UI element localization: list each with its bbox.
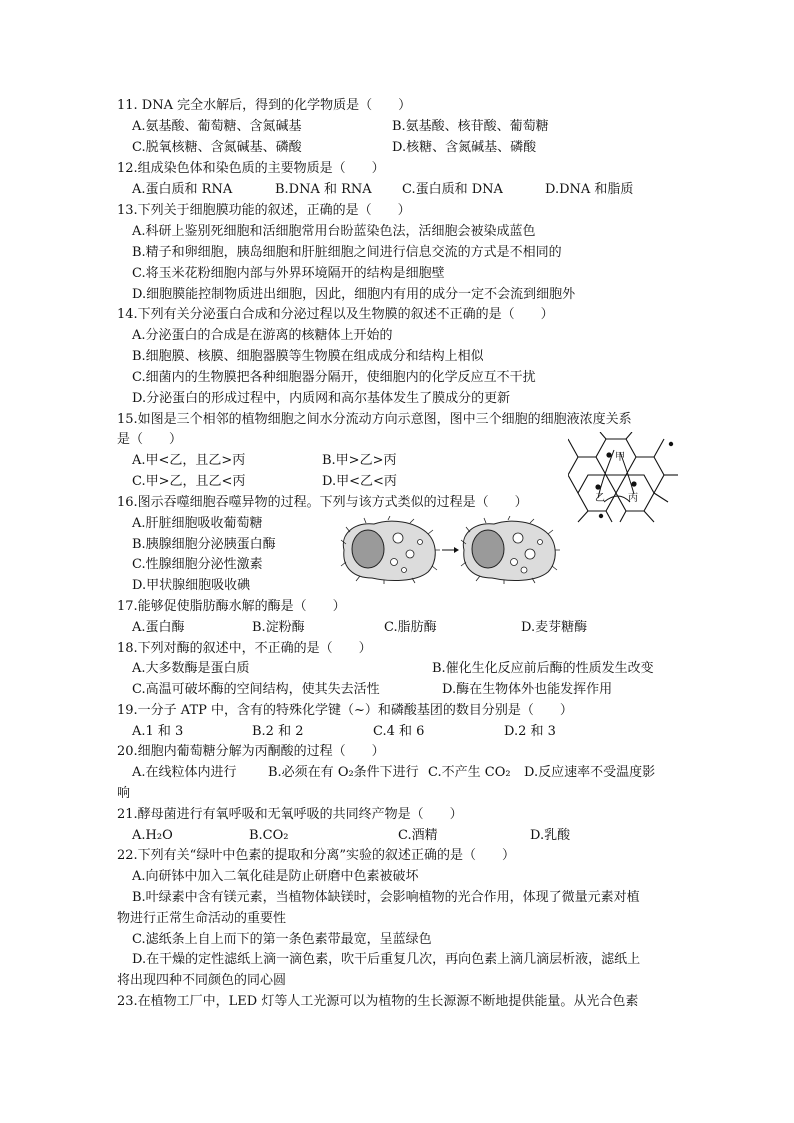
option-d[interactable]: D.细胞膜能控制物质进出细胞，因此，细胞内有用的成分一定不会流到细胞外 [132,287,576,302]
option-d[interactable]: D.酶在生物体外也能发挥作用 [442,682,613,697]
question-14-stem: 14.下列有关分泌蛋白合成和分泌过程以及生物膜的叙述不正确的是（ ） [117,307,554,322]
option-c[interactable]: C.酒精 [398,828,438,843]
question-18-stem: 18.下列对酶的叙述中，不正确的是（ ） [117,641,372,656]
option-c[interactable]: C.细菌内的生物膜把各种细胞器分隔开，使细胞内的化学反应互不干扰 [132,370,536,385]
option-b[interactable]: B.淀粉酶 [252,620,305,635]
option-d[interactable]: D.反应速率不受温度影 [524,765,656,780]
option-b[interactable]: B.叶绿素中含有镁元素，当植物体缺镁时，会影响植物的光合作用，体现了微量元素对植 [132,890,640,905]
option-c[interactable]: C.高温可破坏酶的空间结构，使其失去活性 [132,682,380,697]
option-c[interactable]: C.4 和 6 [373,724,425,739]
option-b[interactable]: B.氨基酸、核苷酸、葡萄糖 [392,119,549,134]
option-a[interactable]: A.肝脏细胞吸收葡萄糖 [132,516,263,531]
option-b[interactable]: B.必须在有 O₂条件下进行 [268,765,419,780]
option-a[interactable]: A.向研钵中加入二氧化硅是防止研磨中色素被破坏 [132,869,419,884]
option-c[interactable]: C.脂肪酶 [384,620,437,635]
option-d[interactable]: D.甲状腺细胞吸收碘 [132,578,251,593]
option-b[interactable]: B.胰腺细胞分泌胰蛋白酶 [132,537,276,552]
option-d[interactable]: D.分泌蛋白的形成过程中，内质网和高尔基体发生了膜成分的更新 [132,391,511,406]
cell-before [341,516,440,584]
option-c[interactable]: C.甲>乙，且乙<丙 [132,474,246,489]
cell-label-jia: 甲 [615,452,625,463]
question-15-stem: 15.如图是三个相邻的植物细胞之间水分流动方向示意图，图中三个细胞的细胞液浓度关系 [117,412,632,427]
cell-label-bing: 丙 [628,493,638,504]
question-21-stem: 21.酵母菌进行有氧呼吸和无氧呼吸的共同终产物是（ ） [117,807,463,822]
option-a[interactable]: A.分泌蛋白的合成是在游离的核糖体上开始的 [132,328,393,343]
question-20-option-d-cont: 响 [117,786,131,801]
option-b[interactable]: B.精子和卵细胞，胰岛细胞和肝脏细胞之间进行信息交流的方式是不相同的 [132,245,562,260]
option-a[interactable]: A.甲<乙，且乙>丙 [132,453,246,468]
question-12-stem: 12.组成染色体和染色质的主要物质是（ ） [117,161,385,176]
question-17-stem: 17.能够促使脂肪酶水解的酶是（ ） [117,599,346,614]
question-20-stem: 20.细胞内葡萄糖分解为丙酮酸的过程（ ） [117,744,385,759]
cell-after [461,516,560,584]
option-c[interactable]: C.脱氧核糖、含氮碱基、磷酸 [132,140,302,155]
option-b[interactable]: B.2 和 2 [252,724,304,739]
option-d[interactable]: D.乳酸 [530,828,571,843]
option-d[interactable]: D.DNA 和脂质 [545,182,634,197]
option-d[interactable]: D.在干燥的定性滤纸上滴一滴色素，吹干后重复几次，再向色素上滴几滴层析液，滤纸上 [132,952,641,967]
question-11-stem: 11. DNA 完全水解后，得到的化学物质是（ ） [117,98,412,113]
option-c[interactable]: C.不产生 CO₂ [428,765,511,780]
question-16-stem: 16.图示吞噬细胞吞噬异物的过程。下列与该方式类似的过程是（ ） [117,495,528,510]
question-23-stem: 23.在植物工厂中，LED 灯等人工光源可以为植物的生长源源不断地提供能量。从光合色素 [117,994,639,1009]
option-d-cont: 将出现四种不同颜色的同心圆 [117,973,287,988]
option-b[interactable]: B.甲>乙>丙 [322,453,397,468]
option-b[interactable]: B.细胞膜、核膜、细胞器膜等生物膜在组成成分和结构上相似 [132,349,484,364]
option-b[interactable]: B.DNA 和 RNA [275,182,372,197]
option-a[interactable]: A.蛋白酶 [132,620,185,635]
question-13-stem: 13.下列关于细胞膜功能的叙述，正确的是（ ） [117,203,411,218]
option-a[interactable]: A.大多数酶是蛋白质 [132,661,250,676]
question-15-stem-cont: 是（ ） [117,432,183,447]
option-a[interactable]: A.1 和 3 [132,724,184,739]
option-a[interactable]: A.氨基酸、葡萄糖、含氮碱基 [132,119,302,134]
option-d[interactable]: D.2 和 3 [504,724,556,739]
option-b[interactable]: B.CO₂ [249,828,289,843]
option-d[interactable]: D.麦芽糖酶 [521,620,588,635]
option-d[interactable]: D.甲<乙<丙 [322,474,397,489]
option-a[interactable]: A.科研上鉴别死细胞和活细胞常用台盼蓝染色法，活细胞会被染成蓝色 [132,224,536,239]
option-a[interactable]: A.H₂O [132,828,173,843]
option-d[interactable]: D.核糖、含氮碱基、磷酸 [392,140,537,155]
option-c[interactable]: C.性腺细胞分泌性激素 [132,557,263,572]
option-b-cont: 物进行正常生命活动的重要性 [117,911,287,926]
cell-label-yi: 乙 [595,493,605,504]
option-c[interactable]: C.滤纸条上自上而下的第一条色素带最宽，呈蓝绿色 [132,932,432,947]
option-a[interactable]: A.在线粒体内进行 [132,765,237,780]
question-19-stem: 19.一分子 ATP 中，含有的特殊化学键（~）和磷酸基团的数目分别是（ ） [117,703,573,718]
option-c[interactable]: C.将玉米花粉细胞内部与外界环境隔开的结构是细胞壁 [132,266,445,281]
cell-walls [568,432,678,522]
option-b[interactable]: B.催化生化反应前后酶的性质发生改变 [432,661,654,676]
option-c[interactable]: C.蛋白质和 DNA [402,182,503,197]
question-22-stem: 22.下列有关“绿叶中色素的提取和分离”实验的叙述正确的是（ ） [117,848,515,863]
right-arrow-icon [442,547,459,553]
figure-15-plant-cells [568,432,678,524]
option-a[interactable]: A.蛋白质和 RNA [132,182,233,197]
figure-16-phagocytosis [338,516,566,584]
